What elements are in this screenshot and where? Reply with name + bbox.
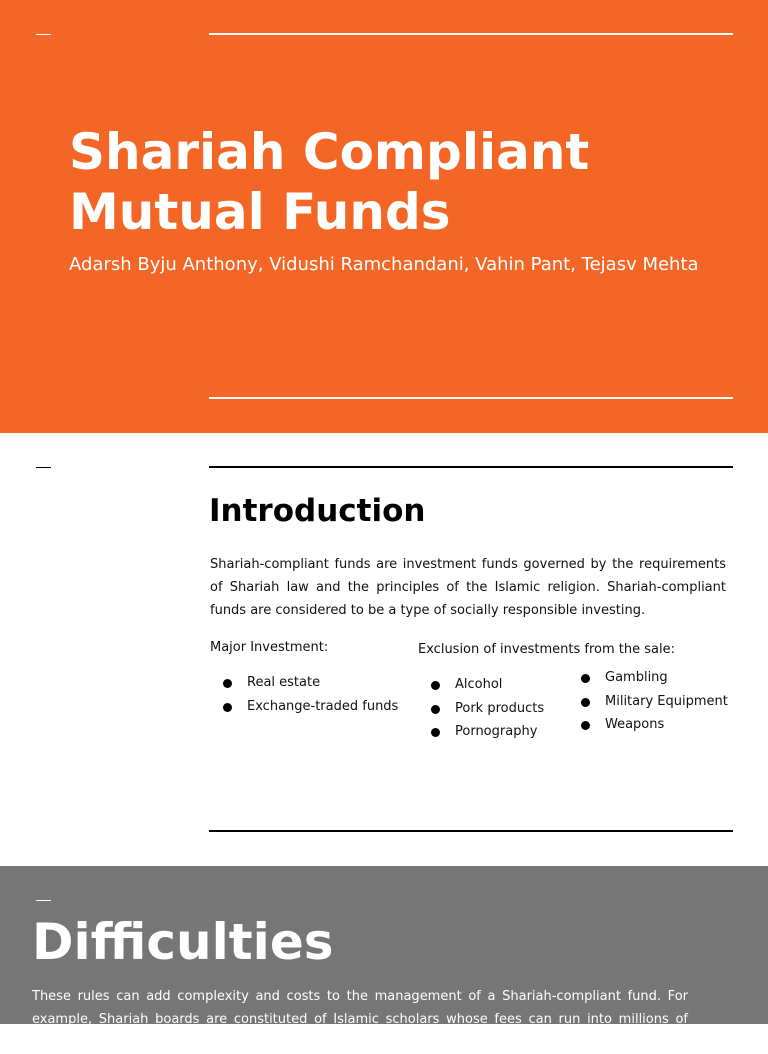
difficulties-slide: [0, 866, 768, 1050]
list-item: [209, 671, 398, 695]
bottom-divider: [209, 830, 733, 832]
slide-dash-marker: [36, 467, 51, 468]
major-investment-title: Major Investment:: [210, 640, 329, 655]
list-item-label: Pornography: [455, 724, 538, 739]
difficulties-paragraph: These rules can add complexity and costs to the management of a Shariah-compliant fund. For example, Shariah boards are constituted of Islamic scholars whose fees can run into millions of dollars: [32, 989, 688, 1050]
title-line-1: Shariah Compliant: [69, 123, 590, 181]
presentation-title: [69, 122, 709, 242]
title-line-2: Mutual Funds: [69, 183, 451, 241]
bullet-icon: [581, 698, 590, 707]
list-item: [417, 697, 544, 721]
difficulties-heading: Difficulties: [32, 913, 334, 971]
list-item: [567, 690, 728, 714]
bullet-icon: [223, 679, 232, 688]
list-item-label: Weapons: [605, 717, 665, 732]
list-item: [567, 713, 728, 737]
list-item-label: Real estate: [247, 675, 321, 690]
major-investment-list: [209, 671, 398, 718]
bullet-icon: [431, 728, 440, 737]
list-item: [417, 720, 544, 744]
list-item: [567, 666, 728, 690]
exclusion-list-left: [417, 673, 544, 744]
title-slide: [0, 0, 768, 433]
bullet-icon: [581, 674, 590, 683]
list-item-label: Exchange-traded funds: [247, 698, 399, 714]
top-divider: [209, 33, 733, 35]
bullet-icon: [581, 721, 590, 730]
list-item-label: Pork products: [455, 700, 545, 716]
list-item-label: Gambling: [605, 670, 668, 685]
slide-dash-marker: [36, 34, 51, 35]
top-divider: [209, 466, 733, 468]
exclusion-title: Exclusion of investments from the sale:: [418, 642, 675, 657]
exclusion-list-right: [567, 666, 728, 737]
authors-subtitle: Adarsh Byju Anthony, Vidushi Ramchandani, Vahin Pant, Tejasv Mehta: [69, 254, 699, 275]
bullet-icon: [431, 681, 440, 690]
list-item: [209, 695, 398, 719]
introduction-paragraph: Shariah-compliant funds are investment funds governed by the requirements of Shariah law and the principles of the Islamic religion. Shariah-compliant funds are considered to be a type of socially responsible investing.: [210, 557, 726, 618]
bullet-icon: [431, 705, 440, 714]
list-item-label: Military Equipment: [605, 693, 728, 709]
list-item: [417, 673, 544, 697]
introduction-heading: Introduction: [209, 493, 426, 529]
slide-dash-marker: [36, 900, 51, 901]
bullet-icon: [223, 703, 232, 712]
introduction-slide: [0, 433, 768, 866]
bottom-divider: [209, 397, 733, 399]
list-item-label: Alcohol: [455, 677, 503, 692]
